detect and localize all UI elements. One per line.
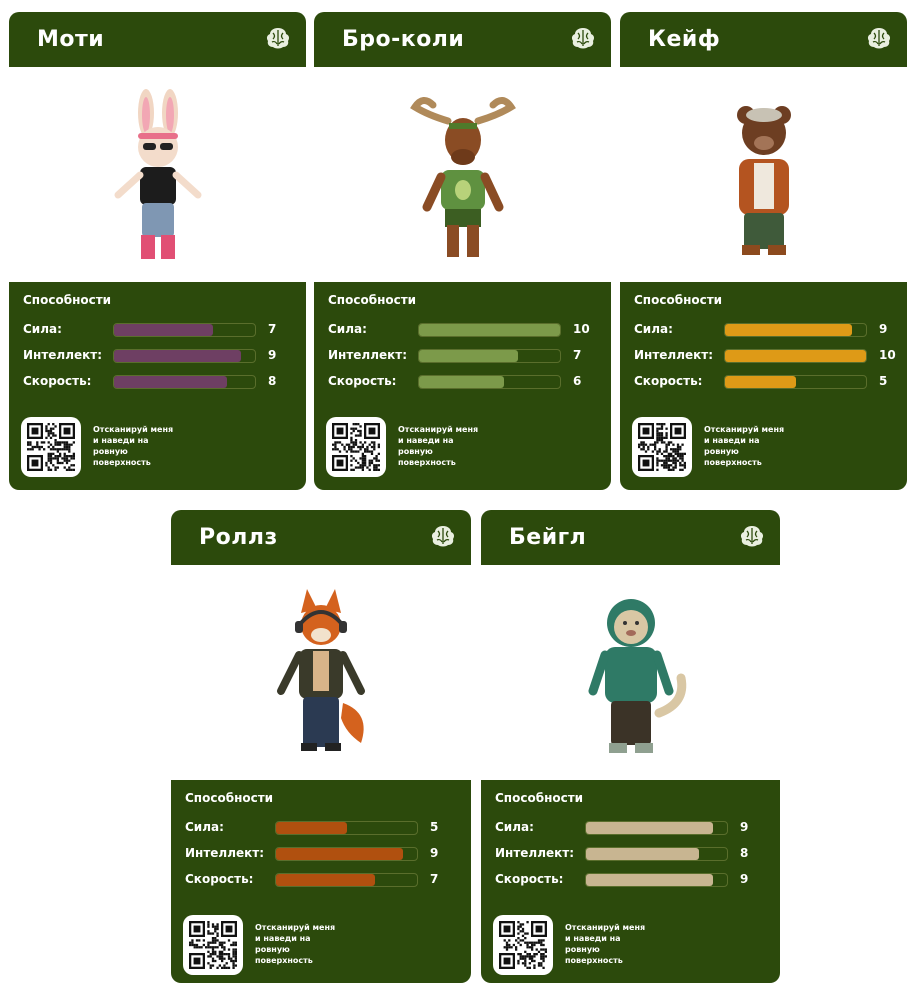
strength-bar bbox=[113, 323, 256, 337]
qr-code-icon bbox=[499, 921, 547, 969]
qr-caption-line: поверхность bbox=[398, 458, 456, 467]
stat-value-intellect: 9 bbox=[430, 846, 439, 860]
stat-label-strength: Сила: bbox=[23, 322, 62, 336]
abilities-title: Способности bbox=[185, 791, 274, 805]
stat-row-intellect bbox=[185, 845, 457, 863]
stat-value-intellect: 8 bbox=[740, 846, 749, 860]
stat-value-strength: 10 bbox=[573, 322, 590, 336]
qr-caption-line: Отсканируй меня bbox=[255, 923, 336, 932]
stat-value-intellect: 10 bbox=[879, 348, 896, 362]
stat-row-intellect bbox=[495, 845, 766, 863]
abilities-title: Способности bbox=[495, 791, 584, 805]
stat-label-speed: Скорость: bbox=[23, 374, 92, 388]
stat-value-speed: 7 bbox=[430, 872, 439, 886]
intellect-bar bbox=[418, 349, 561, 363]
stat-label-intellect: Интеллект: bbox=[328, 348, 408, 362]
character-card-bear bbox=[620, 12, 907, 490]
intellect-bar bbox=[275, 847, 418, 861]
character-card-moose bbox=[314, 12, 611, 490]
stat-row-intellect bbox=[23, 347, 292, 365]
brain-icon bbox=[264, 24, 292, 52]
qr-code-icon bbox=[189, 921, 237, 969]
strength-bar-fill bbox=[725, 324, 852, 336]
qr-caption-line: ровную bbox=[704, 447, 739, 456]
qr-caption-line: и наведи на bbox=[565, 934, 621, 943]
stat-label-speed: Скорость: bbox=[185, 872, 254, 886]
stat-row-strength bbox=[185, 819, 457, 837]
qr-code[interactable] bbox=[183, 915, 243, 975]
intellect-bar-fill bbox=[419, 350, 518, 362]
intellect-bar-fill bbox=[586, 848, 699, 860]
strength-bar bbox=[418, 323, 561, 337]
intellect-bar-fill bbox=[276, 848, 403, 860]
snow-leopard-illustration bbox=[561, 573, 701, 773]
qr-caption-line: Отсканируй меня bbox=[704, 425, 785, 434]
stat-row-speed bbox=[185, 871, 457, 889]
qr-caption-line: ровную bbox=[93, 447, 128, 456]
stat-label-strength: Сила: bbox=[634, 322, 673, 336]
stat-label-intellect: Интеллект: bbox=[634, 348, 714, 362]
abilities-title: Способности bbox=[23, 293, 112, 307]
qr-caption-line: и наведи на bbox=[704, 436, 760, 445]
qr-caption bbox=[565, 922, 665, 966]
character-image bbox=[171, 565, 471, 780]
stat-value-strength: 9 bbox=[879, 322, 888, 336]
stat-value-speed: 9 bbox=[740, 872, 749, 886]
stat-row-intellect bbox=[328, 347, 597, 365]
speed-bar-fill bbox=[586, 874, 713, 886]
stat-row-speed bbox=[23, 373, 292, 391]
stat-label-strength: Сила: bbox=[495, 820, 534, 834]
stat-value-intellect: 9 bbox=[268, 348, 277, 362]
stat-label-strength: Сила: bbox=[328, 322, 367, 336]
speed-bar-fill bbox=[419, 376, 504, 388]
qr-caption-line: Отсканируй меня bbox=[93, 425, 174, 434]
intellect-bar bbox=[585, 847, 728, 861]
bear-illustration bbox=[694, 75, 834, 275]
stat-row-strength bbox=[495, 819, 766, 837]
qr-caption-line: поверхность bbox=[565, 956, 623, 965]
character-image bbox=[314, 67, 611, 282]
strength-bar-fill bbox=[276, 822, 347, 834]
character-card-bunny bbox=[9, 12, 306, 490]
character-image bbox=[9, 67, 306, 282]
card-header bbox=[171, 510, 471, 565]
stat-label-intellect: Интеллект: bbox=[495, 846, 575, 860]
character-card-snow-leopard bbox=[481, 510, 780, 983]
stat-row-speed bbox=[634, 373, 893, 391]
speed-bar-fill bbox=[276, 874, 375, 886]
character-card-fox bbox=[171, 510, 471, 983]
stat-label-strength: Сила: bbox=[185, 820, 224, 834]
strength-bar bbox=[275, 821, 418, 835]
strength-bar-fill bbox=[419, 324, 560, 336]
stat-row-strength bbox=[328, 321, 597, 339]
stat-value-intellect: 7 bbox=[573, 348, 582, 362]
intellect-bar-fill bbox=[725, 350, 866, 362]
intellect-bar bbox=[113, 349, 256, 363]
card-title: Бро-коли bbox=[342, 27, 465, 52]
brain-icon bbox=[738, 522, 766, 550]
qr-code[interactable] bbox=[21, 417, 81, 477]
stat-row-speed bbox=[495, 871, 766, 889]
stat-value-speed: 8 bbox=[268, 374, 277, 388]
speed-bar bbox=[275, 873, 418, 887]
qr-caption-line: поверхность bbox=[704, 458, 762, 467]
stat-value-strength: 5 bbox=[430, 820, 439, 834]
qr-caption bbox=[704, 424, 804, 468]
speed-bar-fill bbox=[725, 376, 796, 388]
card-header bbox=[620, 12, 907, 67]
card-header bbox=[9, 12, 306, 67]
qr-caption-line: ровную bbox=[255, 945, 290, 954]
card-header bbox=[314, 12, 611, 67]
bunny-illustration bbox=[88, 75, 228, 275]
qr-caption-line: ровную bbox=[398, 447, 433, 456]
card-title: Кейф bbox=[648, 27, 721, 52]
brain-icon bbox=[429, 522, 457, 550]
qr-caption-line: поверхность bbox=[255, 956, 313, 965]
strength-bar-fill bbox=[114, 324, 213, 336]
speed-bar-fill bbox=[114, 376, 227, 388]
qr-code-icon bbox=[638, 423, 686, 471]
abilities-title: Способности bbox=[634, 293, 723, 307]
intellect-bar bbox=[724, 349, 867, 363]
stat-value-strength: 7 bbox=[268, 322, 277, 336]
speed-bar bbox=[113, 375, 256, 389]
stat-label-speed: Скорость: bbox=[328, 374, 397, 388]
stat-row-speed bbox=[328, 373, 597, 391]
character-image bbox=[481, 565, 780, 780]
qr-code[interactable] bbox=[632, 417, 692, 477]
strength-bar-fill bbox=[586, 822, 713, 834]
qr-caption bbox=[398, 424, 498, 468]
stat-label-speed: Скорость: bbox=[634, 374, 703, 388]
qr-caption-line: Отсканируй меня bbox=[565, 923, 646, 932]
stat-row-strength bbox=[23, 321, 292, 339]
card-title: Бейгл bbox=[509, 525, 587, 550]
strength-bar bbox=[724, 323, 867, 337]
qr-caption bbox=[93, 424, 193, 468]
qr-code-icon bbox=[27, 423, 75, 471]
stat-row-intellect bbox=[634, 347, 896, 365]
card-title: Роллз bbox=[199, 525, 278, 550]
card-title: Моти bbox=[37, 27, 105, 52]
stat-label-speed: Скорость: bbox=[495, 872, 564, 886]
qr-caption-line: и наведи на bbox=[398, 436, 454, 445]
stat-row-strength bbox=[634, 321, 893, 339]
stat-label-intellect: Интеллект: bbox=[23, 348, 103, 362]
stat-value-strength: 9 bbox=[740, 820, 749, 834]
character-image bbox=[620, 67, 907, 282]
stat-label-intellect: Интеллект: bbox=[185, 846, 265, 860]
qr-code[interactable] bbox=[326, 417, 386, 477]
qr-code[interactable] bbox=[493, 915, 553, 975]
speed-bar bbox=[418, 375, 561, 389]
qr-code-icon bbox=[332, 423, 380, 471]
stat-value-speed: 6 bbox=[573, 374, 582, 388]
fox-illustration bbox=[251, 573, 391, 773]
intellect-bar-fill bbox=[114, 350, 241, 362]
strength-bar bbox=[585, 821, 728, 835]
brain-icon bbox=[865, 24, 893, 52]
qr-caption-line: Отсканируй меня bbox=[398, 425, 479, 434]
qr-caption-line: поверхность bbox=[93, 458, 151, 467]
qr-caption-line: ровную bbox=[565, 945, 600, 954]
qr-caption-line: и наведи на bbox=[93, 436, 149, 445]
abilities-title: Способности bbox=[328, 293, 417, 307]
moose-illustration bbox=[393, 75, 533, 275]
stat-value-speed: 5 bbox=[879, 374, 888, 388]
qr-caption-line: и наведи на bbox=[255, 934, 311, 943]
speed-bar bbox=[585, 873, 728, 887]
qr-caption bbox=[255, 922, 355, 966]
speed-bar bbox=[724, 375, 867, 389]
brain-icon bbox=[569, 24, 597, 52]
card-header bbox=[481, 510, 780, 565]
